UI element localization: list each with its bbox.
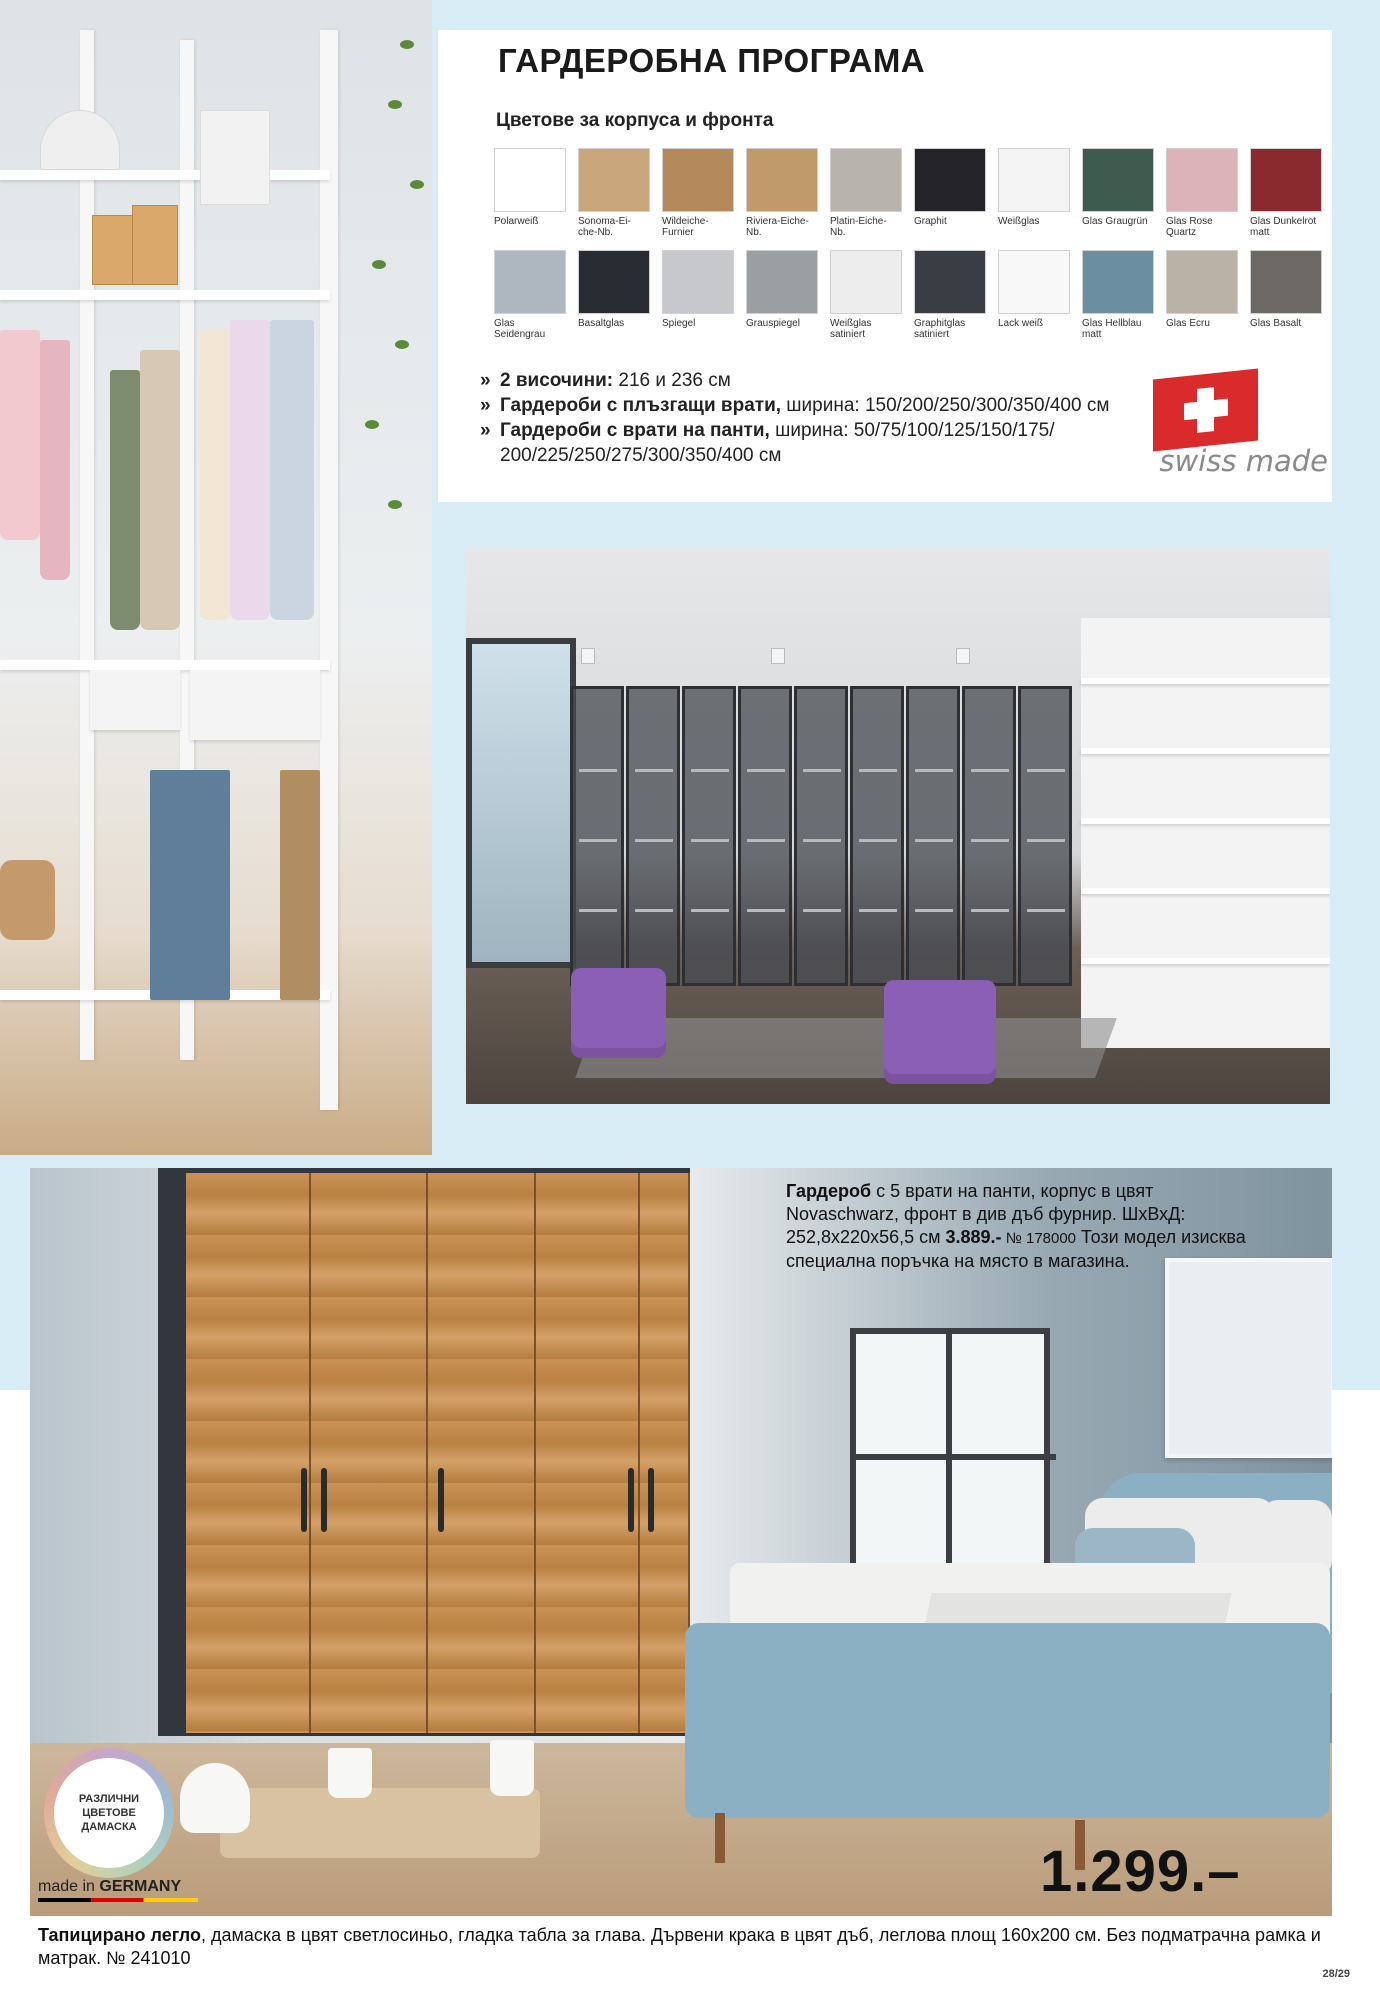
feature-sliding-doors (480, 393, 1109, 418)
bullet-icon: » (480, 395, 491, 416)
hanging-clothes (0, 330, 40, 540)
color-swatch (1166, 250, 1238, 346)
color-swatch (830, 250, 902, 346)
teapot (180, 1763, 250, 1833)
drawer (190, 670, 320, 740)
swatch-label: Glas Dunkelrot matt (1250, 216, 1317, 238)
feature-label: Гардероби с врати на панти, (500, 420, 770, 441)
feature-heights (480, 368, 1109, 393)
color-swatch (662, 148, 734, 244)
swatch-label: Glas Hellblau matt (1082, 318, 1142, 340)
bedroom-photo (30, 1168, 1332, 1916)
wardrobe-shelf (0, 660, 330, 670)
swatch-chip (998, 148, 1070, 212)
wardrobe-interior-photo (0, 0, 432, 1155)
swatch-chip (662, 148, 734, 212)
feature-label: Гардероби с плъзгащи врати, (500, 395, 782, 416)
swatch-chip (1250, 250, 1322, 314)
swatch-label: Wildeiche-Furnier (662, 216, 709, 238)
cardboard-box (132, 205, 178, 285)
color-swatch (1250, 148, 1322, 244)
feature-value: 216 и 236 см (613, 370, 731, 391)
swatch-chip (578, 148, 650, 212)
color-swatch (494, 250, 566, 346)
feature-value: ширина: 50/75/100/125/150/175/ (769, 420, 1055, 441)
swatch-label: Sonoma-Ei-che-Nb. (578, 216, 631, 238)
walk-in-closet-photo (466, 548, 1330, 1104)
made-in-prefix: made in (38, 1878, 100, 1895)
wardrobe-side-panel (80, 30, 94, 1060)
bullet-icon: » (480, 370, 491, 391)
swatch-chip (746, 148, 818, 212)
oak-wardrobe (158, 1168, 690, 1736)
plant-leaf (365, 420, 379, 429)
color-swatch (1082, 250, 1154, 346)
swatch-label: Weißglas satiniert (830, 318, 872, 340)
swatch-chip (830, 148, 902, 212)
open-shelving (1081, 618, 1330, 1048)
swatch-label: Riviera-Eiche-Nb. (746, 216, 809, 238)
feature-value: ширина: 150/200/250/300/350/400 см (781, 395, 1110, 416)
page-number: 28/29 (1322, 1968, 1350, 1980)
ceiling-spot-icon (771, 648, 785, 664)
purple-pouf (884, 980, 996, 1084)
door-handle (301, 1468, 307, 1532)
swatch-label: Polarweiß (494, 216, 539, 227)
wardrobe-order-note: Този модел изисква специална поръчка на място в магазина. (786, 1227, 1246, 1271)
plant-leaf (395, 340, 409, 349)
swiss-flag-icon (1153, 368, 1258, 451)
swatch-chip (1082, 250, 1154, 314)
wooden-tray (220, 1788, 540, 1858)
hat-box (40, 110, 120, 170)
hanging-clothes (270, 320, 314, 620)
hanging-trousers (280, 770, 320, 1000)
swatch-chip (578, 250, 650, 314)
color-swatch (578, 148, 650, 244)
made-in-country: GERMANY (99, 1878, 182, 1895)
hanging-clothes (40, 340, 70, 580)
mug (490, 1740, 534, 1796)
glass-door (962, 686, 1016, 986)
glass-door (682, 686, 736, 986)
swatch-chip (494, 148, 566, 212)
door-handle (321, 1468, 327, 1532)
swatch-chip (1166, 250, 1238, 314)
bullet-icon: » (480, 420, 491, 441)
bed-name: Тапицирано легло (38, 1925, 201, 1945)
swatch-chip (1166, 148, 1238, 212)
wardrobe-price: 3.889.- (945, 1227, 1002, 1247)
hanging-clothes (110, 370, 140, 630)
wardrobe-shelf (0, 170, 330, 180)
plant-leaf (388, 500, 402, 509)
color-swatch (914, 148, 986, 244)
color-swatch (1166, 148, 1238, 244)
color-swatch (746, 250, 818, 346)
swatch-chip (1250, 148, 1322, 212)
handbag (0, 860, 55, 940)
wall-picture (1165, 1258, 1332, 1458)
ceiling-spot-icon (581, 648, 595, 664)
wardrobe-program-panel (438, 30, 1332, 502)
plant-leaf (388, 100, 402, 109)
color-swatch (914, 250, 986, 346)
hanging-jeans (150, 770, 230, 1000)
door-handle (628, 1468, 634, 1532)
swatch-chip (494, 250, 566, 314)
plant-leaf (372, 260, 386, 269)
wardrobe-description: с 5 врати на панти, корпус в цвят Novaschwarz, фронт в див дъб фурнир. ШхВхД: 252,8x220x56,5 см (786, 1181, 1186, 1247)
damask-colors-badge (44, 1748, 174, 1878)
color-swatch (662, 250, 734, 346)
upholstered-bed-frame (685, 1623, 1330, 1818)
made-in-germany-label (38, 1878, 181, 1896)
wardrobe-shelf (0, 290, 330, 300)
glass-door (794, 686, 848, 986)
wardrobe-door (640, 1173, 690, 1733)
wardrobe-name: Гардероб (786, 1181, 872, 1201)
swatch-chip (746, 250, 818, 314)
color-swatch (578, 250, 650, 346)
color-swatch-grid (494, 148, 1324, 346)
wardrobe-door (186, 1173, 311, 1733)
color-swatch (830, 148, 902, 244)
wardrobe-side-panel (320, 30, 338, 1110)
door-handle (438, 1468, 444, 1532)
badge-line: ЦВЕТОВЕ (82, 1807, 136, 1819)
wardrobe-door (311, 1173, 428, 1733)
wardrobe-door (428, 1173, 536, 1733)
wardrobe-article-number: № 178000 (1001, 1230, 1077, 1247)
swatch-label: Graphit (914, 216, 947, 227)
bed-price: 1.299.– (1040, 1839, 1241, 1904)
color-swatch (746, 148, 818, 244)
glass-door (570, 686, 624, 986)
hanging-clothes (230, 320, 270, 620)
bed-leg (715, 1813, 725, 1863)
swatch-label: Basaltglas (578, 318, 625, 329)
swiss-made-text: swiss made (1159, 444, 1328, 478)
colors-subtitle: Цветове за корпуса и фронта (496, 110, 774, 131)
mug (328, 1748, 372, 1798)
bed-description: , дамаска в цвят светлосиньо, гладка табла за глава. Дървени крака в цвят дъб, леглова площ 160x200 см. Без подматрачна рамка и матрак. № 241010 (38, 1925, 1321, 1968)
swatch-chip (914, 148, 986, 212)
plant-leaf (400, 40, 414, 49)
drawer (90, 670, 180, 730)
feature-label: 2 височини: (500, 370, 614, 391)
wardrobe-product-caption (786, 1180, 1256, 1273)
bed-product-caption (38, 1924, 1348, 1970)
swiss-made-logo (1128, 374, 1328, 478)
feature-hinged-doors-continued: 200/225/250/275/300/350/400 см (500, 445, 782, 466)
hanging-clothes (200, 330, 230, 620)
swatch-label: Glas Ecru (1166, 318, 1210, 329)
swatch-label: Lack weiß (998, 318, 1044, 329)
door-handle (648, 1468, 654, 1532)
color-swatch (998, 250, 1070, 346)
german-flag-stripe-icon (38, 1898, 198, 1902)
swatch-label: Weißglas (998, 216, 1040, 227)
swatch-label: Glas Seidengrau (494, 318, 546, 340)
color-swatch (1082, 148, 1154, 244)
badge-line: ДАМАСКА (81, 1821, 137, 1833)
glass-door (850, 686, 904, 986)
feature-hinged-doors (480, 418, 1109, 443)
ceiling-spot-icon (956, 648, 970, 664)
color-swatch (1250, 250, 1322, 346)
hanging-clothes (140, 350, 180, 630)
swatch-label: Glas Basalt (1250, 318, 1302, 329)
feature-list (480, 368, 1109, 468)
color-swatch (998, 148, 1070, 244)
closet-window (466, 638, 576, 968)
wardrobe-door (536, 1173, 640, 1733)
storage-box (200, 110, 270, 205)
plant-leaf (410, 180, 424, 189)
swatch-label: Graphitglas satiniert (914, 318, 966, 340)
purple-pouf (571, 968, 666, 1058)
swatch-chip (830, 250, 902, 314)
glass-door (626, 686, 680, 986)
swatch-chip (1082, 148, 1154, 212)
glass-door (906, 686, 960, 986)
swatch-chip (914, 250, 986, 314)
swatch-chip (998, 250, 1070, 314)
swatch-label: Grauspiegel (746, 318, 800, 329)
glass-door (738, 686, 792, 986)
page-title: ГАРДЕРОБНА ПРОГРАМА (498, 42, 926, 79)
badge-line: РАЗЛИЧНИ (78, 1793, 140, 1805)
swatch-label: Glas Graugrün (1082, 216, 1148, 227)
swatch-label: Platin-Eiche-Nb. (830, 216, 887, 238)
swatch-chip (662, 250, 734, 314)
swatch-label: Glas Rose Quartz (1166, 216, 1213, 238)
glass-door (1018, 686, 1072, 986)
swatch-label: Spiegel (662, 318, 696, 329)
color-swatch (494, 148, 566, 244)
